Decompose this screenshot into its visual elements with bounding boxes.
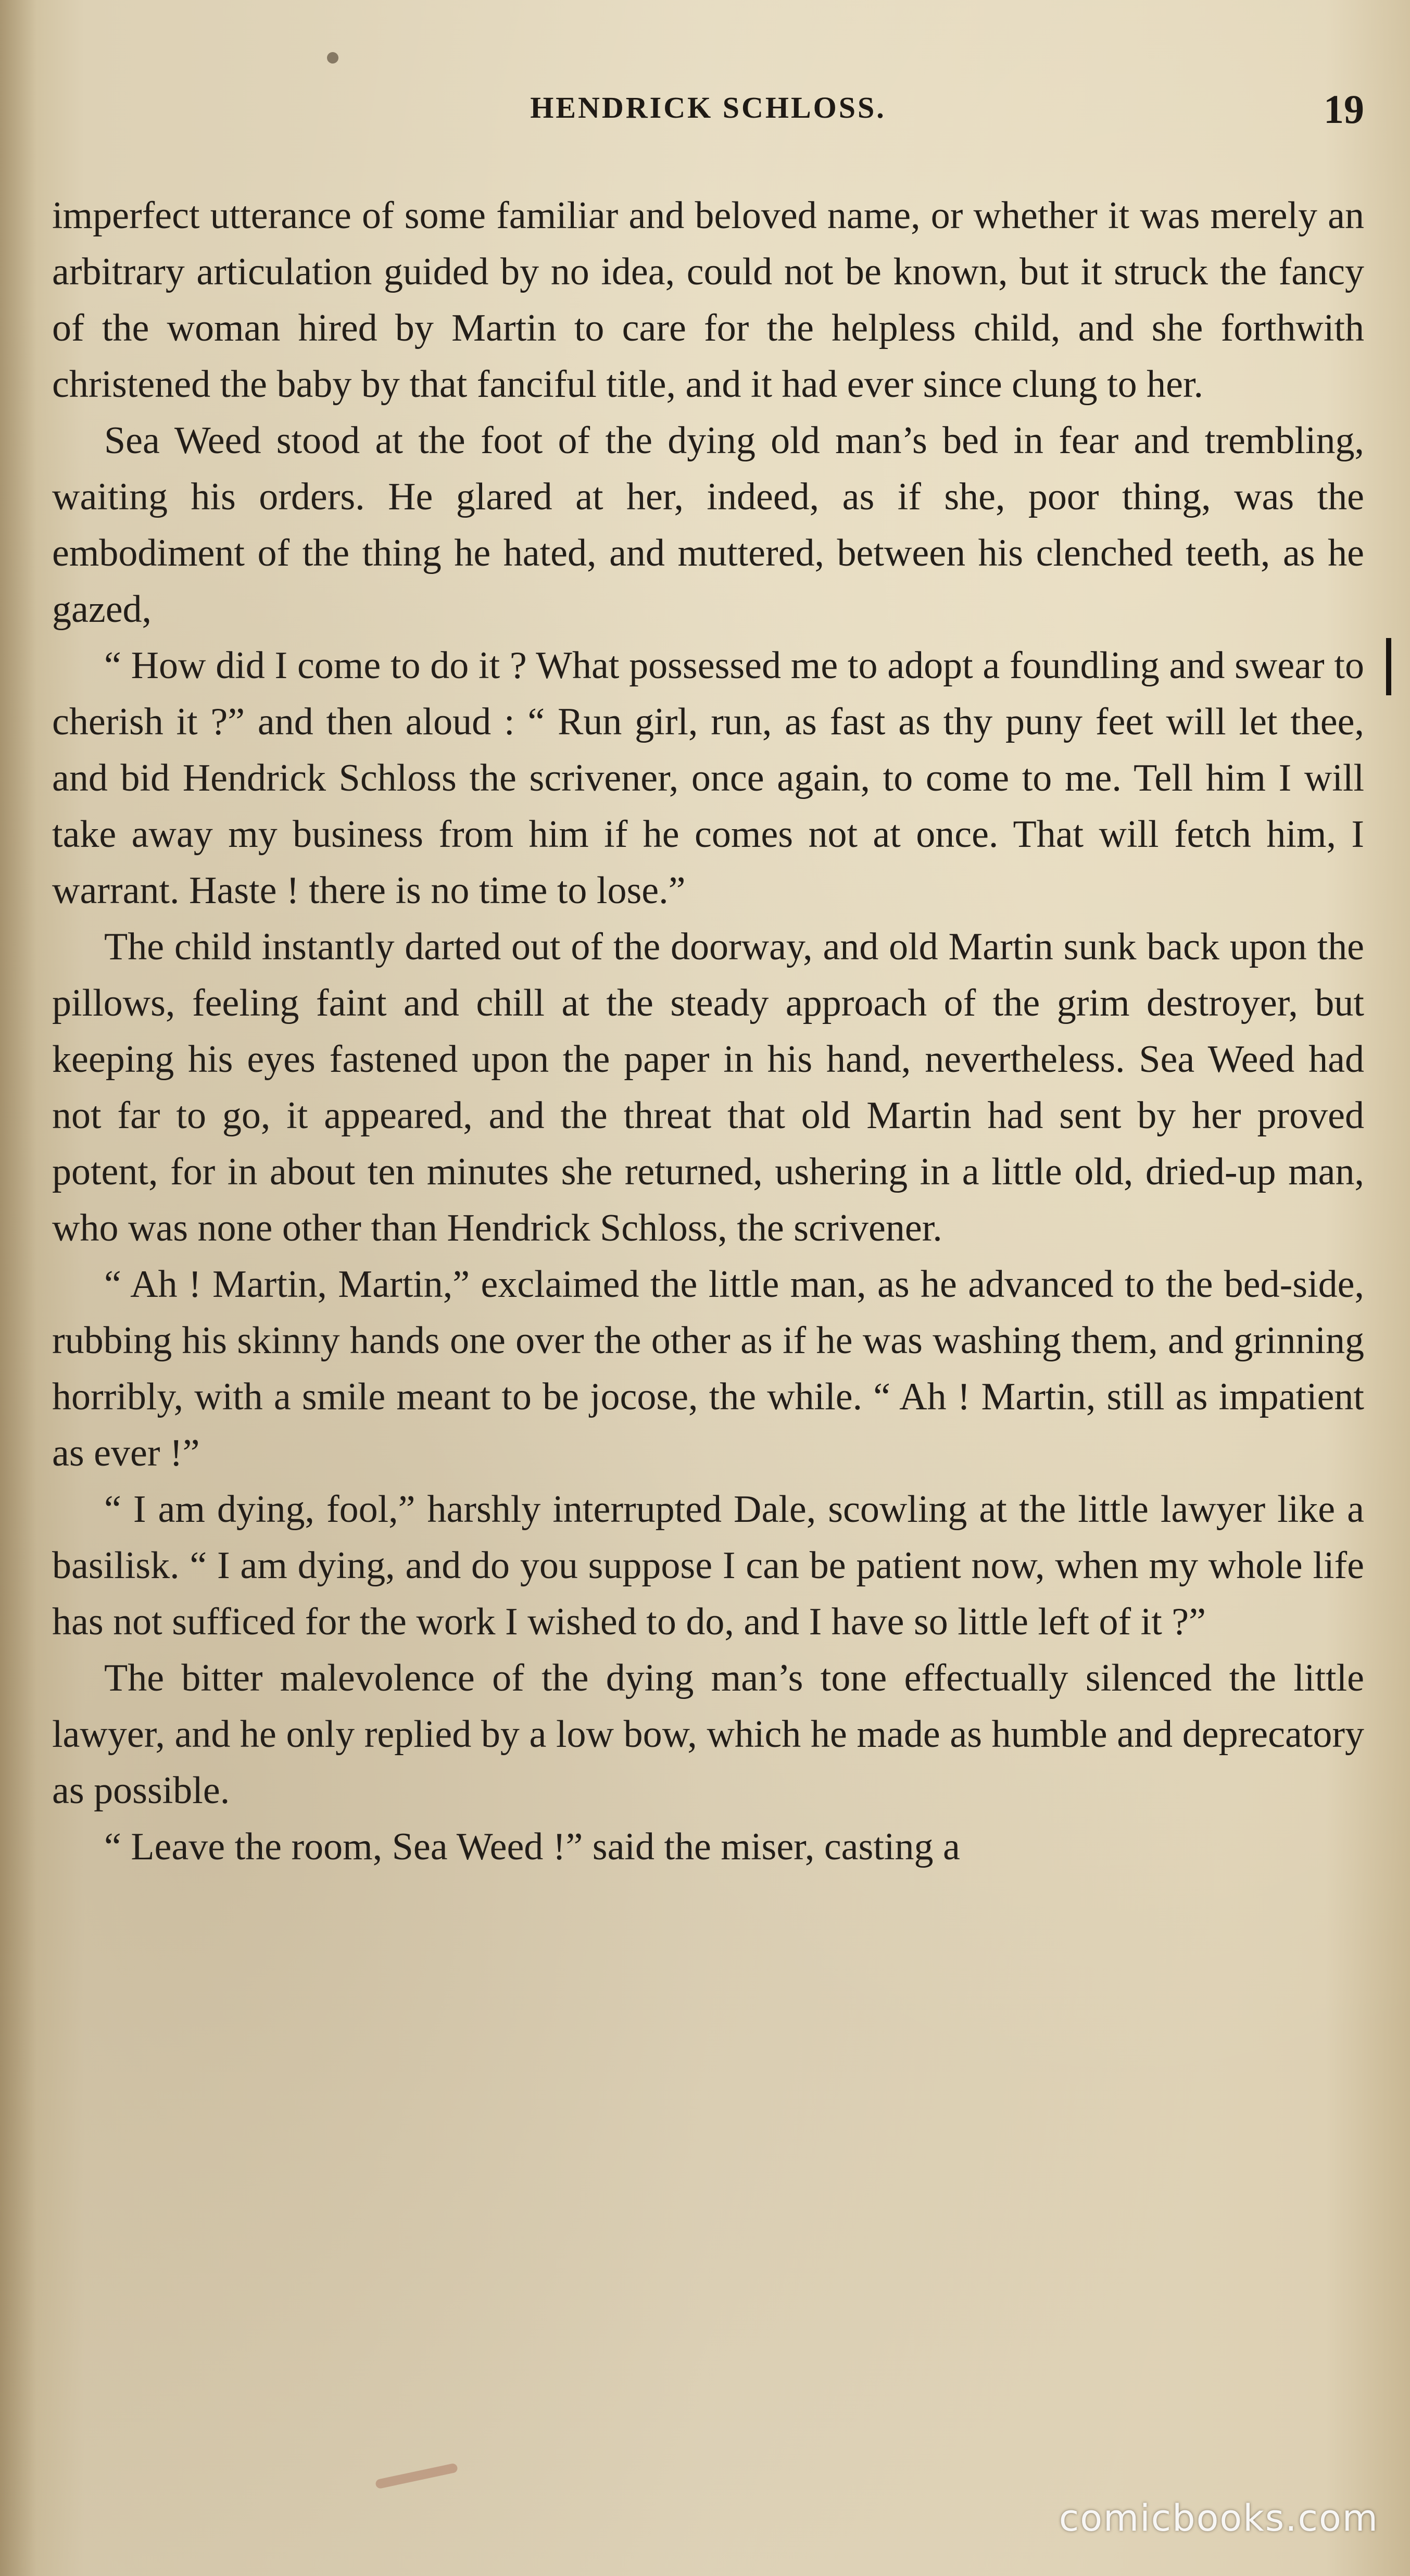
red-smudge [375, 2463, 458, 2490]
watermark: comicbooks.com [1059, 2497, 1379, 2540]
margin-mark [1386, 638, 1391, 695]
paragraph-2: Sea Weed stood at the foot of the dying old man’s bed in fear and trembling, waiting his orders. He glared at her, indeed, as if she, poor thing, was the embodiment of the thing he hated, and muttered, between his clenched teeth, as he gazed, [52, 419, 1364, 631]
paragraph-3: “ How did I come to do it ? What possessed me to adopt a foundling and swear to cherish it ?” and then aloud : “ Run girl, run, as fast as thy puny feet will let thee, and bid Hendrick Schloss the scrivener, once again, to come to me. Tell him I will take away my business from him if he comes not at once. That will fetch him, I warrant. Haste ! there is no time to lose.” [52, 644, 1364, 912]
page-header [52, 86, 1364, 143]
paragraph-7: The bitter malevolence of the dying man’s tone effectually silenced the little lawyer, and he only replied by a low bow, which he made as humble and deprecatory as possible. [52, 1657, 1364, 1812]
paragraph-5: “ Ah ! Martin, Martin,” exclaimed the little man, as he advanced to the bed-side, rubbing his skinny hands one over the other as if he was washing them, and grinning horribly, with a smile meant to be jocose, the while. “ Ah ! Martin, still as impatient as ever !” [52, 1263, 1364, 1474]
paragraph-8: “ Leave the room, Sea Weed !” said the miser, casting a [104, 1825, 960, 1868]
ink-speck [327, 52, 338, 64]
page-edge-shadow [0, 0, 36, 2576]
body-text [52, 187, 1364, 1875]
paragraph-4: The child instantly darted out of the doorway, and old Martin sunk back upon the pillows, feeling faint and chill at the steady approach of the grim destroyer, but keeping his eyes fastened upon the paper in his hand, nevertheless. Sea Weed had not far to go, it appeared, and the threat that old Martin had sent by her proved potent, for in about ten minutes she returned, ushering in a little old, dried-up man, who was none other than Hendrick Schloss, the scrivener. [52, 926, 1364, 1249]
paragraph-1: imperfect utterance of some familiar and beloved name, or whether it was merely an arbitrary articulation guided by no idea, could not be known, but it struck the fancy of the woman hired by Martin to care for the helpless child, and she forthwith christened the baby by that fanciful title, and it had ever since clung to her. [52, 194, 1364, 406]
paragraph-6: “ I am dying, fool,” harshly interrupted Dale, scowling at the little lawyer like a basilisk. “ I am dying, and do you suppose I can be patient now, when my whole life has not sufficed for the work I wished to do, and I have so little left of it ?” [52, 1488, 1364, 1643]
running-head: HENDRICK SCHLOSS. [530, 91, 886, 124]
page-number: 19 [1324, 86, 1364, 132]
